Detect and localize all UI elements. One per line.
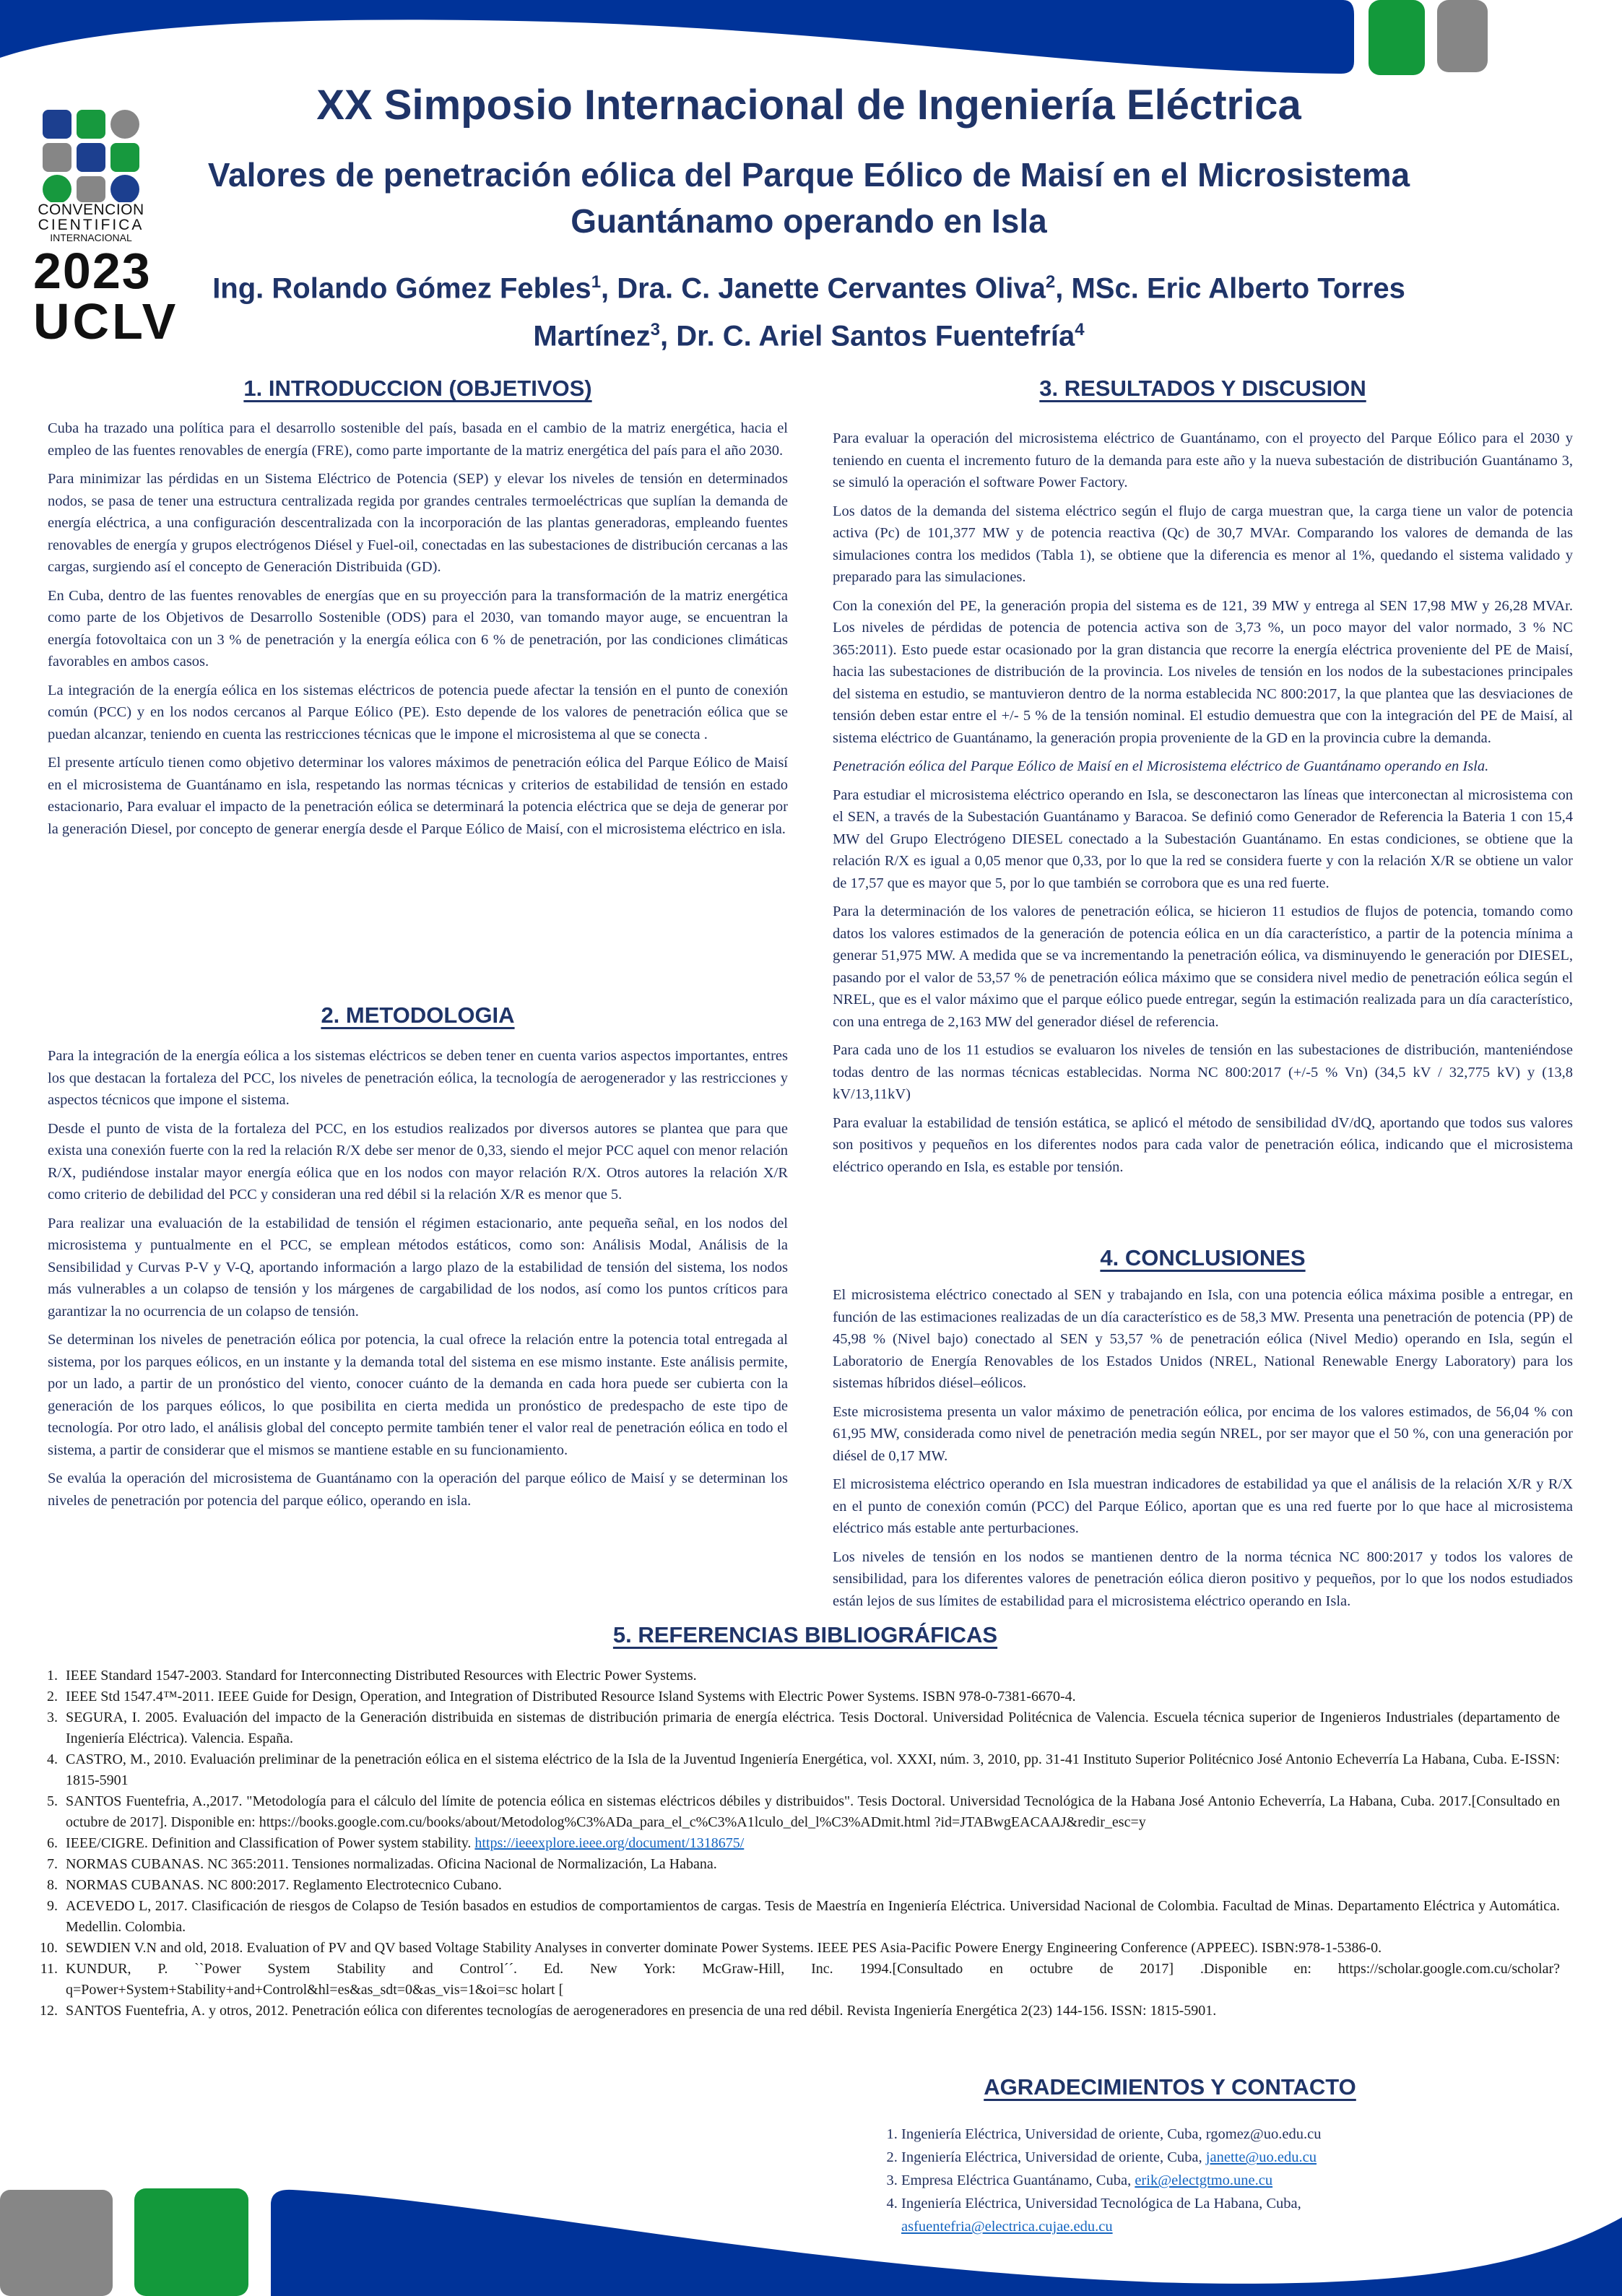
author-name: Ing. Rolando Gómez Febles: [212, 272, 591, 305]
logo-line-2: CIENTIFICA: [38, 217, 144, 233]
reference-item: [61, 1854, 1560, 1875]
reference-text: NORMAS CUBANAS. NC 800:2017. Reglamento Electrotecnico Cubano.: [66, 1877, 502, 1893]
results-paragraph: Para estudiar el microsistema eléctrico operando en Isla, se desconectaron las líneas que interconectan al microsistema con el SEN, a través de la Subestación Guantánamo y Baracoa. Se definió como Generador de Referencia la Bateria 1 con 15,4 MW del Grupo Electrógeno DIESEL conectado a la Subestación Guantánamo. En estas condiciones, se obtiene que la relación R/X es igual a 0,05 menor que 0,33, por lo que la red se considera fuerte y con la relación X/R se obtiene un valor de 17,57 que es mayor que 5, por lo que también se corrobora que es una red fuerte.: [833, 787, 1573, 891]
contact-affiliation: Ingeniería Eléctrica, Universidad Tecnológica de La Habana, Cuba,: [901, 2196, 1301, 2211]
method-paragraph: Desde el punto de vista de la fortaleza del PCC, en los estudios realizados por diversos autores se plantea que para que exista una conexión fuerte con la red la relación R/X debe ser menor de 0,33, siendo el mejor PCC aquel con menor relación R/X, pudiéndose instalar mayor energía eólica que en los nodos con mayor relación R/X. Otros autores la relación X/R como criterio de debilidad del PCC y consideran una red débil si la relación X/R es menor que 5.: [48, 1120, 788, 1203]
conference-title: XX Simposio Internacional de Ingeniería Eléctrica: [316, 82, 1301, 129]
logo-mark-icon: [37, 108, 145, 202]
author-affiliation-mark: 4: [1075, 320, 1085, 340]
introduccion-body: [48, 417, 788, 846]
author-name: Dra. C. Janette Cervantes Oliva: [617, 272, 1046, 305]
author-affiliation-mark: 3: [650, 320, 661, 340]
intro-paragraph: La integración de la energía eólica en los sistemas eléctricos de potencia puede afectar la tensión en el punto de conexión común (PCC) y en los nodos cercanos al Parque Eólico (PE). Esto depende de los valores de penetración eólica que se puedan alcanzar, teniendo en cuenta las restricciones técnicas que le impone el microsistema al que se conecta .: [48, 682, 788, 742]
method-paragraph: Para realizar una evaluación de la estabilidad de tensión el régimen estacionario, ante pequeña señal, en los nodos del microsistema y puntualmente en el PCC, se emplean métodos estáticos, como son: Análisis Modal, Análisis de la Sensibilidad y Curvas P-V y V-Q, aportando información a largo plazo de la estabilidad de tensión del sistema, los nodos más vulnerables a un colapso de tensión y los márgenes de cargabilidad de los nodos, así como los puntos críticos para garantizar la no ocurrencia de un colapso de tensión.: [48, 1215, 788, 1320]
intro-paragraph: Cuba ha trazado una política para el desarrollo sostenible del país, basada en el cambio de la matriz energética, hacia el empleo de las fuentes renovables de energía (FRE), como parte importante de la matriz energética del país para el año 2030.: [48, 420, 788, 459]
author-name: MSc. Eric Alberto Torres Martínez: [533, 272, 1405, 352]
reference-item: [61, 1749, 1560, 1791]
results-paragraph: Para cada uno de los 11 estudios se evaluaron los niveles de tensión en las subestaciones de distribución, manteniéndose todas dentro de las normas técnicas establecidas. Norma NC 800:2017 (+/-5 % Vn) (34,5 kV / 32,775 kV) y (13,8 kV/13,11kV): [833, 1042, 1573, 1102]
reference-text: NORMAS CUBANAS. NC 365:2011. Tensiones normalizadas. Oficina Nacional de Normalización, La Habana.: [66, 1856, 717, 1872]
conclusions-paragraph: Este microsistema presenta un valor máximo de penetración eólica, por encima de los valores estimados, de 56,04 % con 61,95 MW, considerada como nivel de penetración media según NREL, por ser mayor que el 50 %, con una generación por diésel de 0,17 MW.: [833, 1403, 1573, 1464]
intro-paragraph: En Cuba, dentro de las fuentes renovables de energías que en su proyección para la transformación de la matriz energética como parte de los Objetivos de Desarrollo Sostenible (ODS) para el 2030, van tomando mayor auge, se encuentran la energía fotovoltaica con un 3 % de penetración y la energía eólica con 6 % de penetración, por las condiciones climáticas favorables en ambos casos.: [48, 587, 788, 670]
results-paragraph: Los datos de la demanda del sistema eléctrico según el flujo de carga muestran que, la carga tiene un valor de potencia activa (Pc) de 101,377 MW y de potencia reactiva (Qc) de 30,7 MVAr. Comparando los valores de demanda de las simulaciones contra los medidos (Tabla 1), se obtiene que la diferencia es menor al 1%, quedando el sistema validado y preparado para las simulaciones.: [833, 503, 1573, 585]
convention-logo: [33, 108, 179, 350]
metodologia-body: [48, 1045, 788, 1518]
contact-affiliation: Ingeniería Eléctrica, Universidad de oriente, Cuba,: [901, 2149, 1206, 2165]
contact-email-link[interactable]: erik@electgtmo.une.cu: [1135, 2172, 1273, 2188]
contact-email-link[interactable]: janette@uo.edu.cu: [1205, 2149, 1317, 2165]
author-affiliation-mark: 1: [591, 272, 602, 292]
reference-text: SANTOS Fuentefria, A. y otros, 2012. Penetración eólica con diferentes tecnologías de aerogeneradores en presencia de una red débil. Revista Ingeniería Energética 2(23) 144-156. ISSN: 1815-5901.: [66, 2003, 1217, 2019]
conclusiones-body: [833, 1284, 1573, 1619]
results-paragraph: Penetración eólica del Parque Eólico de Maisí en el Microsistema eléctrico de Guantánamo operando en Isla.: [833, 758, 1489, 774]
contact-affiliation: Empresa Eléctrica Guantánamo, Cuba,: [901, 2172, 1135, 2188]
header-gray-bar: [1437, 0, 1488, 72]
footer-blue-wave: [271, 2190, 1622, 2296]
reference-text: KUNDUR, P. ``Power System Stability and Control´´. Ed. New York: McGraw-Hill, Inc. 1994.[Consultado en octubre de 2017] .Disponible en: https://scholar.google.com.cu/scholar?q=Power+System+Stability+and+Control&hl=es&as_sdt=0&as_vis=1&oi=sc holart [: [66, 1961, 1560, 1998]
reference-item: [61, 1896, 1560, 1938]
reference-text: CASTRO, M., 2010. Evaluación preliminar de la penetración eólica en el sistema eléctrico de la Isla de la Juventud Ingeniería Energética, vol. XXXI, núm. 3, 2010, pp. 31-41 Instituto Superior Politécnico José Antonio Echeverría La Habana, Cuba. E-ISSN: 1815-5901: [66, 1751, 1560, 1788]
results-paragraph: Para evaluar la estabilidad de tensión estática, se aplicó el método de sensibilidad dV/dQ, aportando que todos sus valores son positivos y pequeños en los diferentes nodos para cada valor de penetración eólica, indicando que el microsistema eléctrico operando en Isla, es estable por tensión.: [833, 1114, 1573, 1175]
reference-item: [61, 1959, 1560, 2001]
results-paragraph: Con la conexión del PE, la generación propia del sistema es de 121, 39 MW y entrega al SEN 17,98 MW y 26,28 MVAr. Los niveles de pérdidas de potencia de potencia activa son de 3,73 %, un poco mayor del valor normado, 3 % NC 365:2011). Esto puede estar ocasionado por la gran distancia que recorre la energía eléctrica proveniente del PE de Maisí, hacia las subestaciones de distribución de la provincia. Los niveles de tensión en los nodos de la subestaciones principales del sistema en estudio, se mantuvieron dentro de la norma establecida NC 800:2017, la que plantea que las desviaciones de tensión deben estar entre el +/- 5 % de la tensión nominal. El estudio demuestra que con la integración del PE de Maisí, al sistema eléctrico de Guantánamo, la generación propia proveniente de la GD en la provincia cubre la demanda.: [833, 597, 1573, 746]
contact-affiliation: Ingeniería Eléctrica, Universidad de oriente, Cuba,: [901, 2126, 1206, 2142]
footer-gray-bar: [0, 2190, 113, 2296]
conclusions-paragraph: Los niveles de tensión en los nodos se mantienen dentro de la norma técnica NC 800:2017 y todos los valores de sensibilidad, para los diferentes valores de penetración eólica dieron positivo y pequeños, por lo que los nodos estudiados están lejos de sus límites de estabilidad para el microsistema eléctrico operando en Isla.: [833, 1548, 1573, 1609]
intro-paragraph: El presente artículo tienen como objetivo determinar los valores máximos de penetración eólica del Parque Eólico de Maisí en el microsistema de Guantánamo en isla, respetando las normas técnicas y criterios de estabilidad de tensión en estado estacionario, Para evaluar el impacto de la penetración eólica se determinará la potencia eléctrica que se deja de generar por la generación Diesel, por concepto de generar energía desde el Parque Eólico de Maisí, con el microsistema eléctrico en isla.: [48, 755, 788, 837]
author-affiliation-mark: 2: [1045, 272, 1056, 292]
footer-band: [0, 2159, 1622, 2296]
reference-text: IEEE Standard 1547-2003. Standard for Interconnecting Distributed Resources with Electric Power Systems.: [66, 1668, 697, 1684]
header-blue-wave: [0, 0, 1354, 74]
heading-conclusiones: 4. CONCLUSIONES: [1100, 1245, 1306, 1270]
heading-resultados: 3. RESULTADOS Y DISCUSION: [1039, 376, 1366, 401]
reference-link[interactable]: https://ieeexplore.ieee.org/document/1318675/: [474, 1835, 745, 1851]
logo-year: 2023: [33, 243, 152, 299]
contact-email: rgomez@uo.edu.cu: [1205, 2126, 1322, 2142]
method-paragraph: Se evalúa la operación del microsistema de Guantánamo con la operación del parque eólico de Maisí y se determinan los niveles de penetración por potencia del parque eólico, operando en isla.: [48, 1470, 788, 1509]
reference-text: SEGURA, I. 2005. Evaluación del impacto de la Generación distribuida en sistemas de distribución primaria de energía eléctrica. Tesis Doctoral. Universidad Politécnica de Valencia. Escuela técnica superior de Ingenieros Industriales (departamento de Ingeniería Eléctrica). Valencia. España.: [66, 1710, 1560, 1746]
header-band: [0, 0, 1622, 87]
author-list: Ing. Rolando Gómez Febles$^1$, Dra. C. Janette Cervantes Oliva$^2$, MSc. Eric Alberto Torres Martínez$^3$, Dr. C. Ariel Santos Fuentefría$^4$: [212, 272, 1405, 352]
reference-item: [61, 1707, 1560, 1749]
contact-email-link[interactable]: asfuentefria@electrica.cujae.edu.cu: [901, 2219, 1113, 2235]
logo-line-1: CONVENCION: [38, 202, 144, 218]
heading-referencias: 5. REFERENCIAS BIBLIOGRÁFICAS: [612, 1622, 998, 1647]
method-paragraph: Se determinan los niveles de penetración eólica por potencia, la cual ofrece la relación entre la potencia total entregada al sistema, por los parques eólicos, en un instante y la demanda total del sistema en ese mismo instante. Este análisis permite, por un lado, a partir de un pronóstico del viento, conocer cuánto de la demanda en cada hora puede ser cubierta con la generación de los parques eólicos, lo que posibilita en cierta medida un pronóstico de predespacho de este tipo de tecnología. Por otro lado, el análisis global del concepto permite también tener el valor real de penetración eólica en todo el sistema, a partir de considerar que el mismos se mantiene estable en su funcionamiento.: [48, 1332, 788, 1458]
conclusions-paragraph: El microsistema eléctrico operando en Isla muestran indicadores de estabilidad ya que el análisis de la relación X/R y R/X en el punto de conexión común (PCC) del Parque Eólico, aportan que es una red fuerte por lo que hace al microsistema eléctrico más estable ante perturbaciones.: [833, 1476, 1573, 1536]
conclusions-paragraph: El microsistema eléctrico conectado al SEN y trabajando en Isla, con una potencia eólica máxima posible a entregar, en función de las estimaciones realizadas de un día característico es de 58,3 MW. Presenta una penetración de potencia (PP) de 45,98 % (Nivel bajo) conectado al SEN y 53,57 % de penetración eólica (Nivel Medio) operando en Isla, según el Laboratorio de Energía Renovables de los Estados Unidos (NREL, National Renewable Energy Laboratory) para los sistemas híbridos diésel–eólicos.: [833, 1287, 1573, 1391]
header-green-bar: [1369, 0, 1425, 75]
author-name: Dr. C. Ariel Santos Fuentefría: [676, 320, 1075, 352]
intro-paragraph: Para minimizar las pérdidas en un Sistema Eléctrico de Potencia (SEP) y elevar los niveles de tensión en determinados nodos, se pasa de tener una estructura centralizada regida por grandes centrales termoeléctricas que suplían la demanda de energía eléctrica, a una configuración descentralizada con la incorporación de las plantas generadoras, empleando fuentes renovables de energía y grupos electrógenos Diésel y Fuel-oil, conectadas en las subestaciones de distribución cercanas a las cargas, surgiendo así el concepto de Generación Distribuida (GD).: [48, 471, 788, 575]
heading-metodologia: 2. METODOLOGIA: [321, 1002, 515, 1028]
results-paragraph: Para la determinación de los valores de penetración eólica, se hicieron 11 estudios de flujos de potencia, tomando como datos los valores estimados de la generación de potencia eólica en un día característico, a partir de la potencia mínima a generar 51,975 MW. A medida que se va incrementando la penetración eólica, va disminuyendo le generación por DIESEL, pasando por el valor de 53,57 % de penetración eólica máximo que se considera nivel medio de penetración eólica según el NREL, que es el valor máximo que el parque eólico puede entregar, según la estimación realizada para un día característico, con una entrega de 2,163 MW del generador diésel de referencia.: [833, 904, 1573, 1030]
reference-text: IEEE Std 1547.4™-2011. IEEE Guide for Design, Operation, and Integration of Distributed Resource Island Systems with Electric Power Systems. ISBN 978-0-7381-6670-4.: [66, 1689, 1076, 1704]
reference-text: SEWDIEN V.N and old, 2018. Evaluation of PV and QV based Voltage Stability Analyses in converter dominate Power Systems. IEEE PES Asia-Pacific Powere Energy Engineering Conference (APPEEC). ISBN:978-1-5386-0.: [66, 1940, 1382, 1956]
logo-line-3: INTERNACIONAL: [50, 232, 132, 243]
reference-item: [61, 1665, 1560, 1686]
method-paragraph: Para la integración de la energía eólica a los sistemas eléctricos se deben tener en cuenta varios aspectos importantes, entres los que destacan la fortaleza del PCC, los niveles de penetración eólica, la tecnología de aerogenerador y las restricciones y aspectos técnicos que impone el sistema.: [48, 1048, 788, 1108]
logo-org: UCLV: [33, 293, 179, 350]
heading-contacto: AGRADECIMIENTOS Y CONTACTO: [984, 2074, 1356, 2100]
reference-item: [61, 1791, 1560, 1833]
reference-text: SANTOS Fuentefria, A.,2017. "Metodología para el cálculo del límite de potencia eólica en sistemas eléctricos débiles y distribuidos". Tesis Doctoral. Universidad Tecnológica de la Habana José Antonio Echeverría, La Habana, Cuba. 2017.[Consultado en octubre de 2017]. Disponible en: https://books.google.com.cu/books/about/Metodolog%C3%ADa_para_el_c%C3%A1lculo_del_l%C3%ADmit.html ?id=JTABwgEACAAJ&redir_esc=y: [66, 1793, 1560, 1830]
resultados-body: [833, 428, 1573, 1184]
reference-item: [61, 1686, 1560, 1707]
results-paragraph: Para evaluar la operación del microsistema eléctrico de Guantánamo, con el proyecto del Parque Eólico para el 2030 y teniendo en cuenta el incremento futuro de la demanda para este año y la nueva subestación de distribución Guantánamo 3, se simuló la operación el software Power Factory.: [833, 430, 1573, 490]
reference-item: [61, 1875, 1560, 1896]
paper-title: Valores de penetración eólica del Parque Eólico de Maisí en el Microsistema Guantánamo operando en Isla: [207, 156, 1410, 240]
reference-item: [61, 1833, 1560, 1854]
heading-introduccion: 1. INTRODUCCION (OBJETIVOS): [243, 376, 592, 401]
reference-text: ACEVEDO L, 2017. Clasificación de riesgos de Colapso de Tesión basados en estudios de comportamientos de cargas. Tesis de Maestría en Ingeniería Eléctrica. Universidad Nacional de Colombia. Facultad de Minas. Departamento Eléctrica y Automática. Medellin. Colombia.: [66, 1898, 1560, 1935]
reference-text: IEEE/CIGRE. Definition and Classification of Power system stability.: [66, 1835, 475, 1851]
contact-item: [901, 2123, 1452, 2146]
footer-green-bar: [134, 2188, 248, 2296]
reference-item: [61, 2001, 1560, 2022]
reference-list: [40, 1665, 1560, 2022]
reference-item: [61, 1938, 1560, 1959]
